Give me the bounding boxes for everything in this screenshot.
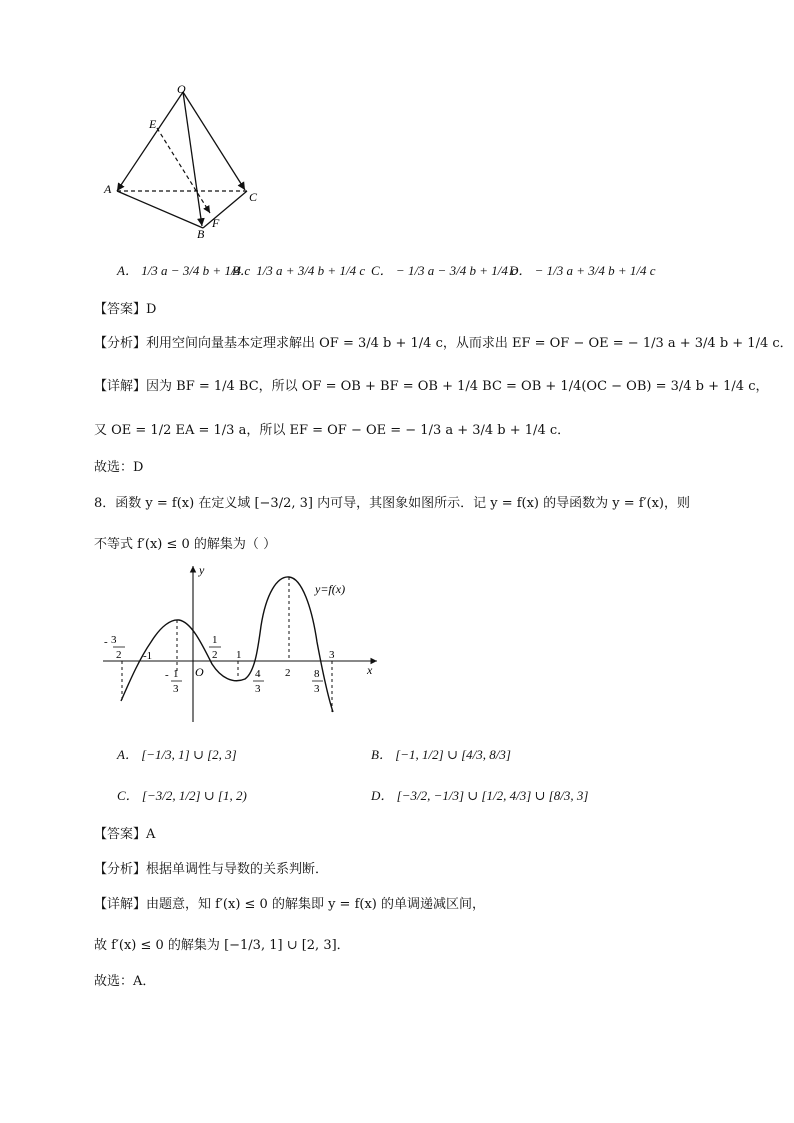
tick-2: 2 (285, 667, 291, 679)
q7-analysis (94, 332, 793, 351)
q8-detail-tag: 【详解】 (94, 897, 147, 912)
q8-stem-line-1: 8．函数 y = f(x) 在定义域 [−3/2, 3] 内可导，其图象如图所示．记 y = f(x) 的导函数为 y = f′(x)，则 (94, 496, 691, 511)
svg-text:2: 2 (116, 649, 122, 661)
q8-analysis-text: 根据单调性与导数的关系判断． (146, 862, 329, 877)
q7-answer-value: D (146, 302, 157, 317)
tick-3: 3 (329, 649, 335, 661)
q7-option-a: A． 1/3 a − 3/4 b + 1/4 c (117, 263, 251, 278)
q7-option-d: D． − 1/3 a + 3/4 b + 1/4 c (509, 263, 656, 278)
q8-option-b: B． [−1, 1/2] ∪ [4/3, 8/3] (371, 747, 511, 762)
y-axis-label: y (199, 563, 205, 577)
q7-detail-tag: 【详解】 (94, 379, 147, 394)
q7-answer-tag: 【答案】 (94, 302, 147, 317)
svg-text:3: 3 (314, 683, 320, 695)
label-e: E (149, 117, 157, 131)
q7-analysis-tag: 【分析】 (94, 336, 147, 351)
q8-option-c: C． [−3/2, 1/2] ∪ [1, 2) (117, 788, 247, 803)
origin-label: O (195, 665, 204, 679)
tick-8/3: 8 (314, 668, 320, 680)
tick-4/3: 4 (255, 668, 261, 680)
label-b: B (197, 227, 205, 241)
svg-text:3: 3 (255, 683, 261, 695)
label-f: F (212, 216, 220, 230)
tick-1: 1 (236, 649, 242, 661)
q8-answer-tag: 【答案】 (94, 827, 147, 842)
q7-option-b: B． 1/3 a + 3/4 b + 1/4 c (232, 263, 366, 278)
svg-text:-: - (165, 669, 169, 681)
q8-detail-line-2: 故 f′(x) ≤ 0 的解集为 [−1/3, 1] ∪ [2, 3]． (94, 938, 350, 953)
svg-text:3: 3 (173, 683, 179, 695)
q7-option-c: C． − 1/3 a − 3/4 b + 1/4 c (371, 263, 517, 278)
q7-answer (94, 298, 156, 317)
q8-option-d: D． [−3/2, −1/3] ∪ [1/2, 4/3] ∪ [8/3, 3] (371, 788, 589, 803)
q7-detail-line-1: 因为 BF = 1/4 BC，所以 OF = OB + BF = OB + 1/4 BC = OB + 1/4(OC − OB) = 3/4 b + 1/4 c， (146, 379, 769, 394)
curve-label: y=f(x) (315, 582, 346, 596)
q8-stem-line-2: 不等式 f′(x) ≤ 0 的解集为（ ） (94, 537, 277, 552)
q8-conclusion: 故选：A． (94, 974, 156, 989)
q8-detail-line-1: 由题意，知 f′(x) ≤ 0 的解集即 y = f(x) 的单调递减区间， (146, 897, 485, 912)
function-curve (121, 577, 333, 712)
tetrahedron-figure (95, 80, 275, 242)
q7-analysis-text: 利用空间向量基本定理求解出 OF = 3/4 b + 1/4 c，从而求出 EF = OF − OE = − 1/3 a + 3/4 b + 1/4 c． (146, 336, 793, 351)
q8-analysis-tag: 【分析】 (94, 862, 147, 877)
label-c: C (249, 190, 258, 204)
tick--1: -1 (143, 650, 153, 662)
q8-answer-value: A (146, 827, 156, 842)
q8-analysis (94, 858, 328, 877)
svg-text:-: - (104, 636, 108, 648)
q7-conclusion: 故选：D (94, 460, 144, 475)
label-a: A (104, 182, 112, 196)
svg-text:2: 2 (212, 649, 218, 661)
q8-detail (94, 893, 485, 912)
q8-answer (94, 823, 155, 842)
label-o: O (177, 82, 186, 96)
tick--1/3: 1 (173, 668, 179, 680)
tick-1/2: 1 (212, 634, 218, 646)
q8-option-a: A． [−1/3, 1] ∪ [2, 3] (117, 747, 237, 762)
q7-detail (94, 375, 769, 394)
q7-detail-line-2: 又 OE = 1/2 EA = 1/3 a，所以 EF = OF − OE = − 1/3 a + 3/4 b + 1/4 c． (94, 423, 571, 438)
function-graph (95, 560, 385, 728)
tick--3/2: 3 (111, 634, 117, 646)
x-axis-label: x (367, 663, 373, 677)
